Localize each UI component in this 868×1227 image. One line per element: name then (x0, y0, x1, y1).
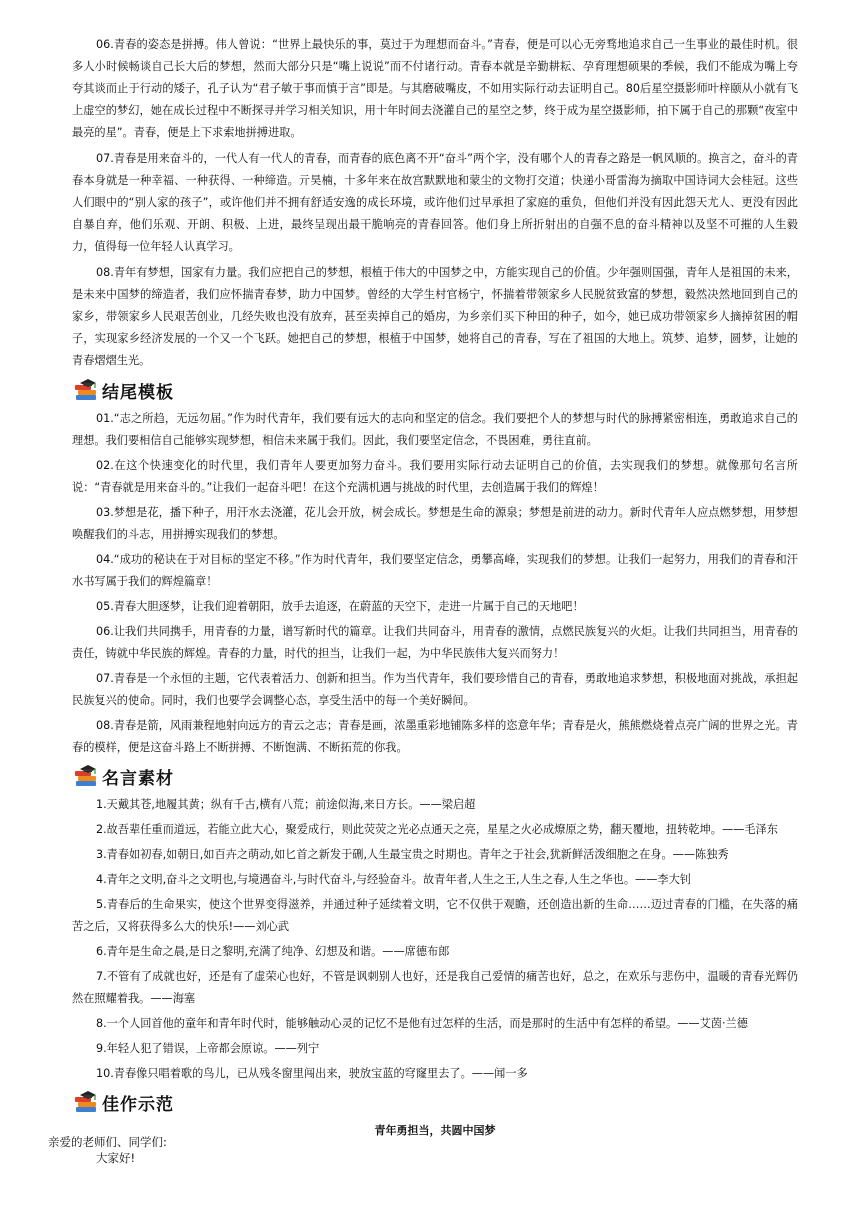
quote-3: 3.青春如初春,如朝日,如百卉之萌动,如匕首之新发于硎,人生最宝贵之时期也。青年之于社会,犹新鲜活泼细胞之在身。——陈独秀 (96, 848, 729, 861)
section-header-sample (72, 1088, 798, 1116)
section-title-quotes: 名言素材 (102, 768, 174, 789)
essay-hello: 大家好! (96, 1151, 136, 1165)
quote-5: 5.青春后的生命果实，使这个世界变得滋养，并通过种子延续着文明，它不仅供于观瞻，还创造出新的生命……迈过青春的门槛，在失落的痛苦之后，又将获得多么大的快乐!——刘心武 (72, 898, 798, 933)
essay-greeting: 亲爱的老师们、同学们: (48, 1135, 167, 1149)
intro-paragraph-08: 08.青年有梦想，国家有力量。我们应把自己的梦想，根植于伟大的中国梦之中，方能实现自己的价值。少年强则国强，青年人是祖国的未来，是未来中国梦的缔造者，我们应怀揣青春梦，助力中国梦。曾经的大学生村官杨宁，怀揣着带领家乡人民脱贫致富的梦想，毅然决然地回到自己的家乡，带领家乡人民艰苦创业，几经失败也没有放弃，甚至卖掉自己的婚房，为乡亲们买下种田的种子，如今，她已成功带领家乡人摘掉贫困的帽子，实现家乡经济发展的一个又一个飞跃。她把自己的梦想，根植于中国梦，她将自己的青春，写在了祖国的大地上。筑梦、追梦，圆梦，让她的青春熠熠生光。 (72, 266, 798, 367)
quote-2: 2.故吾辈任重而道远，若能立此大心，聚爱成行，则此荧荧之光必点通天之亮，星星之火必成燎原之势，翻天覆地，扭转乾坤。——毛泽东 (96, 823, 778, 836)
quote-1: 1.天戴其苍,地履其黄；纵有千古,横有八荒；前途似海,来日方长。——梁启超 (96, 798, 476, 811)
quote-10: 10.青春像只唱着歌的鸟儿，已从残冬窗里闯出来，驶放宝蓝的穹窿里去了。——闻一多 (96, 1067, 528, 1080)
ending-paragraph-05: 05.青春大胆逐梦，让我们迎着朝阳，放手去追逐，在蔚蓝的天空下，走进一片属于自己的天地吧！ (96, 600, 584, 613)
quote-9: 9.年轻人犯了错误，上帝都会原谅。——列宁 (96, 1042, 320, 1055)
ending-paragraph-03: 03.梦想是花，播下种子，用汗水去浇灌，花儿会开放，树会成长。梦想是生命的源泉；梦想是前进的动力。新时代青年人应点燃梦想，用梦想唤醒我们的斗志，用拼搏实现我们的梦想。 (72, 506, 798, 541)
ending-paragraph-04: 04.“成功的秘诀在于对目标的坚定不移。”作为时代青年，我们要坚定信念，勇攀高峰，实现我们的梦想。让我们一起努力，用我们的青春和汗水书写属于我们的辉煌篇章！ (72, 553, 798, 588)
section-title-sample: 佳作示范 (102, 1094, 174, 1115)
ending-paragraph-07: 07.青春是一个永恒的主题，它代表着活力、创新和担当。作为当代青年，我们要珍惜自己的青春，勇敢地追求梦想，积极地面对挑战，承担起民族复兴的使命。同时，我们也要学会调整心态，享受生活中的每一个美好瞬间。 (72, 672, 798, 707)
quote-7: 7.不管有了成就也好，还是有了虚荣心也好，不管是讽刺别人也好，还是我自己爱情的痛苦也好，总之，在欢乐与悲伤中，温暖的青春光辉仍然在照耀着我。——海塞 (72, 970, 798, 1005)
books-graduation-cap-icon (72, 377, 100, 403)
quote-4: 4.青年之文明,奋斗之文明也,与境遇奋斗,与时代奋斗,与经验奋斗。故青年者,人生之王,人生之春,人生之华也。——李大钊 (96, 873, 691, 886)
ending-paragraph-01: 01.“志之所趋，无远勿届。”作为时代青年，我们要有远大的志向和坚定的信念。我们要把个人的梦想与时代的脉搏紧密相连，勇敢追求自己的理想。我们要相信自己能够实现梦想，相信未来属于我们。因此，我们要坚定信念，不畏困难，勇往直前。 (72, 412, 798, 447)
essay-title: 青年勇担当，共圆中国梦 (374, 1124, 496, 1137)
books-graduation-cap-icon (72, 763, 100, 789)
section-header-ending (72, 376, 798, 404)
ending-paragraph-08: 08.青春是箭，风雨兼程地射向远方的青云之志；青春是画，浓墨重彩地铺陈多样的恣意年华；青春是火，熊熊燃烧着点亮广阔的世界之光。青春的模样，便是这奋斗路上不断拼搏、不断饱满、不断拓荒的你我。 (72, 719, 798, 754)
quote-6: 6.青年是生命之晨,是日之黎明,充满了纯净、幻想及和谐。——席德布郎 (96, 945, 450, 958)
section-header-quotes (72, 762, 798, 790)
intro-paragraph-06: 06.青春的姿态是拼搏。伟人曾说：“世界上最快乐的事，莫过于为理想而奋斗。”青春，便是可以心无旁骛地追求自己一生事业的最佳时机。很多人小时候畅谈自己长大后的梦想，然而大部分只是“嘴上说说”而不付诸行动。青春本就是辛勤耕耘、孕育理想硕果的季候，我们不能成为嘴上夸夸其谈而止于行动的矮子，孔子认为“君子敏于事而慎于言”即是。与其磨破嘴皮，不如用实际行动去证明自己。80后星空摄影师叶梓颐从小就有飞上虚空的梦幻，她在成长过程中不断探寻并学习相关知识，用十年时间去浇灌自己的星空之梦，终于成为星空摄影师，拍下属于自己的那颗“夜室中最亮的星”。青春，便是上下求索地拼搏进取。 (72, 38, 798, 139)
quote-8: 8.一个人回首他的童年和青年时代时，能够触动心灵的记忆不是他有过怎样的生活，而是那时的生活中有怎样的希望。——艾茵·兰德 (96, 1017, 748, 1030)
section-title-ending: 结尾模板 (102, 382, 174, 403)
ending-paragraph-06: 06.让我们共同携手，用青春的力量，谱写新时代的篇章。让我们共同奋斗，用青春的激情，点燃民族复兴的火炬。让我们共同担当，用青春的责任，铸就中华民族的辉煌。青春的力量，时代的担当，让我们一起，为中华民族伟大复兴而努力！ (72, 625, 798, 660)
ending-paragraph-02: 02.在这个快速变化的时代里，我们青年人要更加努力奋斗。我们要用实际行动去证明自己的价值，去实现我们的梦想。就像那句名言所说：“青春就是用来奋斗的。”让我们一起奋斗吧！在这个充满机遇与挑战的时代里，去创造属于我们的辉煌！ (72, 459, 798, 494)
books-graduation-cap-icon (72, 1089, 100, 1115)
intro-paragraph-07: 07.青春是用来奋斗的，一代人有一代人的青春，而青春的底色离不开“奋斗”两个字，没有哪个人的青春之路是一帆风顺的。换言之，奋斗的青春本身就是一种幸福、一种获得、一种缔造。亓昊楠，十多年来在故宫默默地和蒙尘的文物打交道；快递小哥雷海为摘取中国诗词大会桂冠。这些人们眼中的“别人家的孩子”，或许他们并不拥有舒适安逸的成长环境，或许他们过早承担了家庭的重负，但他们并没有因此怨天尤人、更没有因此自暴自弃，他们乐观、开朗、积极、上进，最终呈现出最干脆响亮的青春回答。他们身上所折射出的自强不息的奋斗精神以及坚不可摧的人生毅力，值得每一位年轻人认真学习。 (72, 152, 798, 253)
document-content (72, 34, 798, 1146)
